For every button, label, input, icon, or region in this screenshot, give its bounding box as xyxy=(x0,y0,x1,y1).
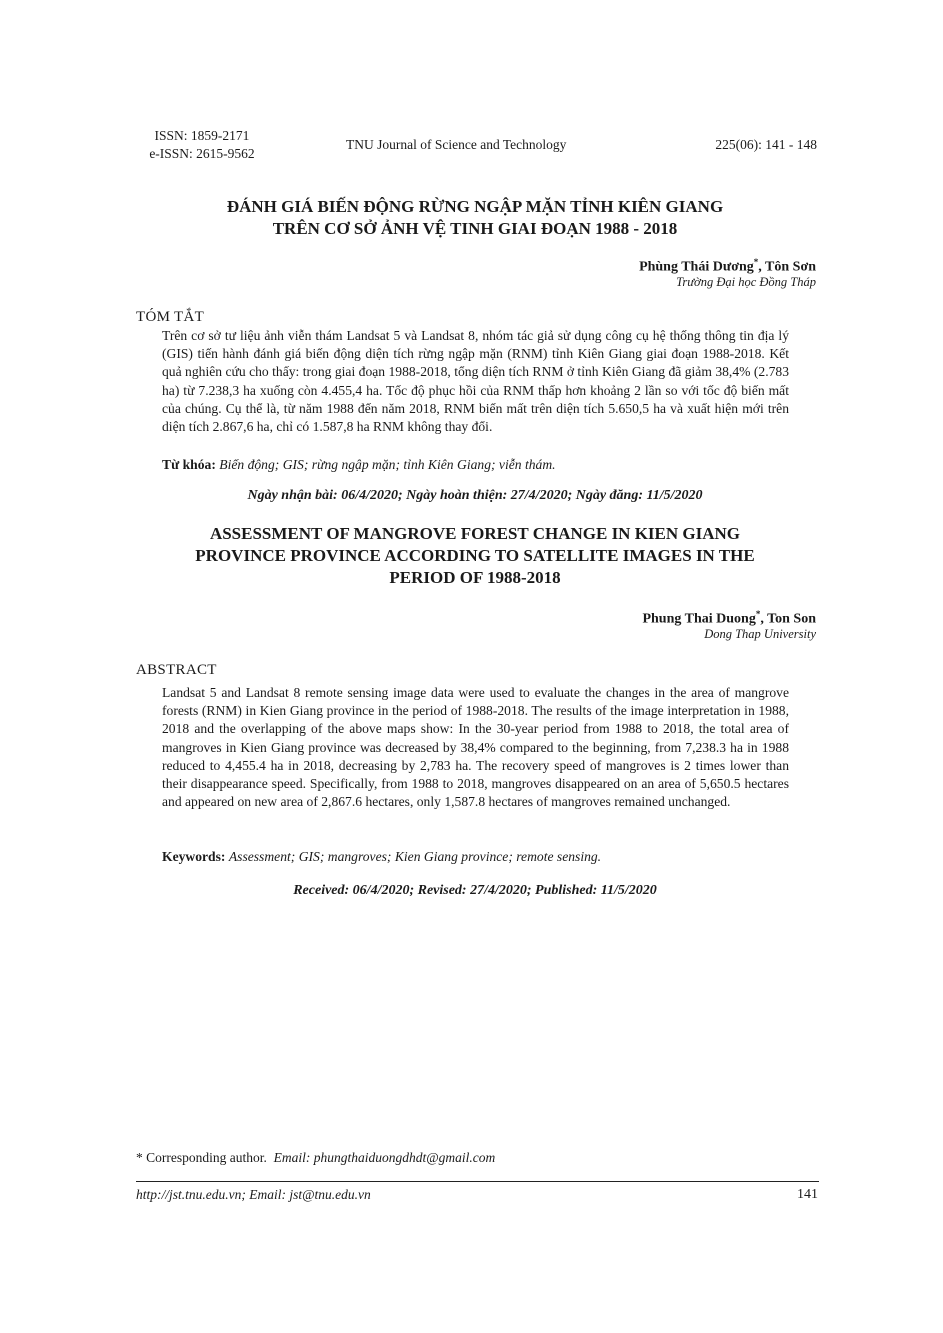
keywords-label-en: Keywords: xyxy=(162,849,226,864)
title-en-line-2: PROVINCE PROVINCE ACCORDING TO SATELLITE IMAGES IN THE xyxy=(195,546,755,565)
corresponding-mark-en: * xyxy=(755,609,761,619)
title-vn-line-2: TRÊN CƠ SỞ ẢNH VỆ TINH GIAI ĐOẠN 1988 - 2018 xyxy=(272,219,678,238)
affiliation-vn: Trường Đại học Đồng Tháp xyxy=(676,275,816,289)
keywords-vn xyxy=(162,456,789,474)
author-1-vn: Phùng Thái Dương xyxy=(639,259,754,275)
footer-divider xyxy=(136,1181,819,1182)
dates-vn: Ngày nhận bài: 06/4/2020; Ngày hoàn thiện: 27/4/2020; Ngày đăng: 11/5/2020 xyxy=(247,488,703,503)
title-english xyxy=(120,523,830,589)
issn-block xyxy=(132,127,272,163)
keywords-en xyxy=(162,848,789,866)
volume-pages: 225(06): 141 - 148 xyxy=(715,137,817,152)
title-en-line-1: ASSESSMENT OF MANGROVE FOREST CHANGE IN KIEN GIANG xyxy=(209,524,741,543)
corresponding-mark-vn: * xyxy=(753,257,759,267)
abstract-en: Landsat 5 and Landsat 8 remote sensing image data were used to evaluate the changes in the area of mangrove forests (RNM) in Kien Giang province in the period of 1988-2018. The results of the image interpretation in 1988, 2018 and the overlapping of the above maps show: In the 30-year period from 1988 to 2018, the total area of mangroves in Kien Giang province was decreased by 38,4% compared to the beginning, from 7,238.3 ha in 1988 reduced to 4,455.4 ha in 2018, decreasing by 2,783 ha. The recovery speed of mangroves is 2 times lower than their disappearance speed. Specifically, from 1988 to 2018, mangroves disappeared on an area of 5,650.5 hectares and appeared on new area of 2,867.6 hectares, only 1,587.8 hectares of mangroves remained unchanged. xyxy=(162,685,789,810)
author-1-en: Phung Thai Duong xyxy=(642,611,756,627)
title-en-line-3: PERIOD OF 1988-2018 xyxy=(389,568,561,587)
affiliation-en: Dong Thap University xyxy=(704,627,816,641)
section-heading-abstract: ABSTRACT xyxy=(136,662,217,678)
abstract-vn: Trên cơ sở tư liệu ảnh viễn thám Landsat 5 và Landsat 8, nhóm tác giả sử dụng công cụ hệ thống thông tin địa lý (GIS) tiến hành đánh giá biến động diện tích rừng ngập mặn (RNM) tỉnh Kiên Giang giai đoạn 1988-2018. Kết quả nghiên cứu cho thấy: trong giai đoạn 1988-2018, tổng diện tích RNM ở tỉnh Kiên Giang đã giảm 38,4% (2.783 ha) từ 7.238,3 ha xuống còn 4.455,4 ha. Tốc độ phục hồi của RNM thấp hơn khoảng 2 lần so với tốc độ biến mất của chúng. Cụ thể là, từ năm 1988 đến năm 2018, RNM biến mất trên diện tích 5.650,5 ha và xuất hiện mới trên diện tích 2.867,6 ha, chỉ có 1.587,8 ha RNM không thay đổi. xyxy=(162,328,789,435)
keywords-text-vn: Biến động; GIS; rừng ngập mặn; tỉnh Kiên Giang; viễn thám. xyxy=(219,457,556,472)
page-number: 141 xyxy=(797,1187,818,1202)
author-2-en: , Ton Son xyxy=(760,611,816,627)
title-vn-line-1: ĐÁNH GIÁ BIẾN ĐỘNG RỪNG NGẬP MẶN TỈNH KIÊN GIANG xyxy=(226,197,724,216)
footnote xyxy=(136,1150,495,1166)
issn: ISSN: 1859-2171 xyxy=(154,128,250,143)
author-2-vn: , Tôn Sơn xyxy=(758,259,816,275)
footer-url: http://jst.tnu.edu.vn; Email: jst@tnu.edu.vn xyxy=(136,1187,371,1202)
title-vietnamese xyxy=(100,196,850,240)
corresponding-email: Email: phungthaiduongdhdt@gmail.com xyxy=(273,1150,496,1165)
footnote-label: * Corresponding author. xyxy=(136,1150,267,1165)
eissn: e-ISSN: 2615-9562 xyxy=(149,146,255,161)
authors-vn xyxy=(639,257,816,276)
keywords-text-en: Assessment; GIS; mangroves; Kien Giang province; remote sensing. xyxy=(228,849,602,864)
running-header xyxy=(132,127,817,167)
journal-name: TNU Journal of Science and Technology xyxy=(346,137,567,152)
authors-en xyxy=(642,609,816,628)
section-heading-tom-tat: TÓM TẮT xyxy=(136,309,205,325)
dates-en: Received: 06/4/2020; Revised: 27/4/2020; Published: 11/5/2020 xyxy=(293,883,657,898)
keywords-label-vn: Từ khóa: xyxy=(162,457,216,472)
